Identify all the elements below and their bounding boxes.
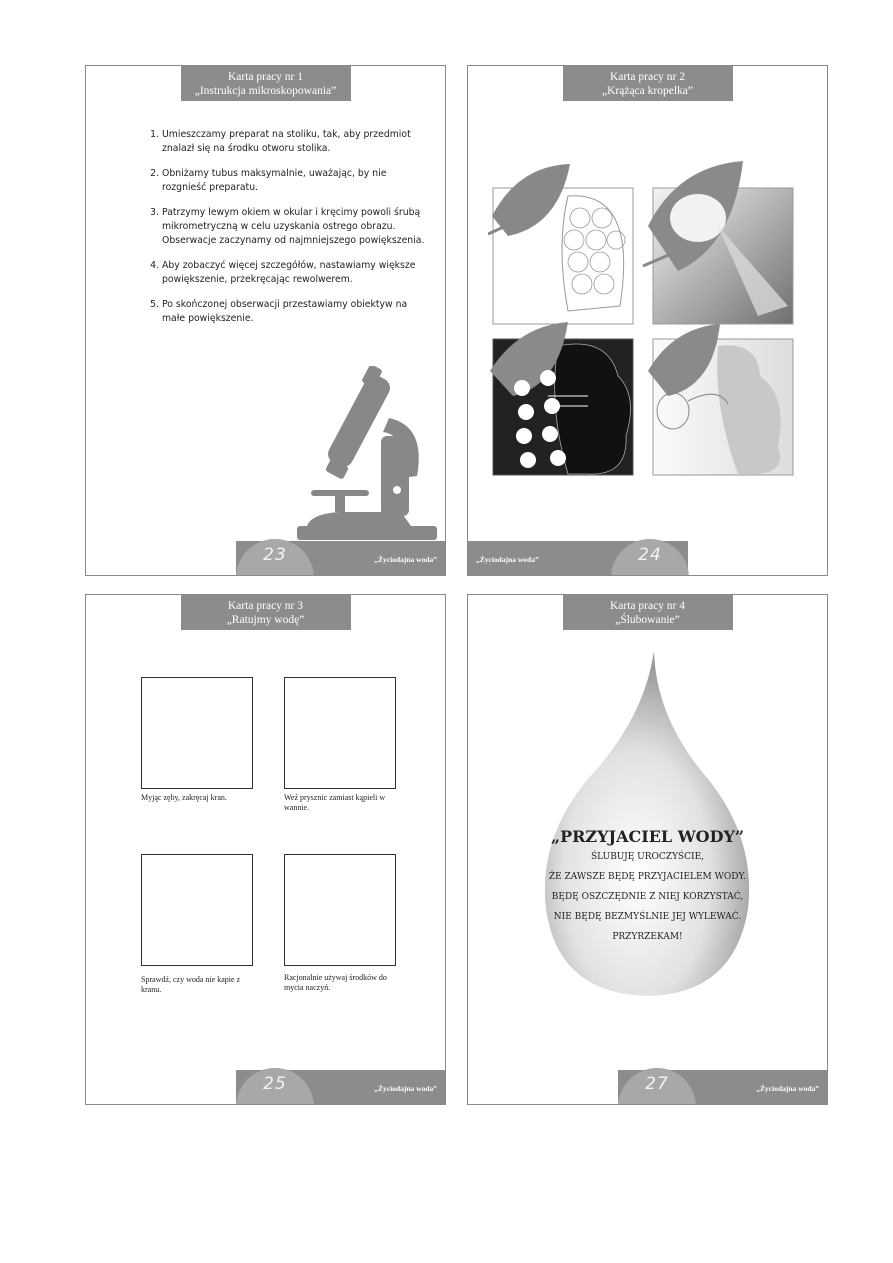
page-number: 23 [263,545,287,565]
card-title: Karta pracy nr 1 [227,71,304,83]
card-header [563,595,733,630]
instruction-list [146,128,432,337]
drawing-box [284,677,396,789]
footer-brand: „Życiodajna woda” [374,555,437,564]
card-footer [468,541,827,575]
instruction-step: 4. Aby zobaczyć więcej szczegółów, nastawiamy większe powiększenie, przekręcając rewolwerem. [162,259,432,287]
card-title: Karta pracy nr 2 [609,71,686,83]
oath-text [468,847,827,947]
card-subtitle: „Ślubowanie” [615,614,680,626]
tip-caption: Myjąc zęby, zakręcaj kran. [141,793,227,802]
oath-line: BĘDĘ OSZCZĘDNIE Z NIEJ KORZYSTAĆ, [551,892,744,902]
card-title: Karta pracy nr 3 [227,600,304,612]
footer-brand: „Życiodajna woda” [756,1084,819,1093]
worksheet-card-2 [467,65,828,576]
oath-line: ŻE ZAWSZE BĘDĘ PRZYJACIELEM WODY. [548,872,747,882]
worksheet-card-3 [85,594,446,1105]
card-title: Karta pracy nr 4 [609,600,686,612]
card-subtitle: „Ratujmy wodę” [226,614,305,626]
tip-caption: Weź prysznic zamiast kąpieli w wannie. [284,793,386,812]
footer-brand: „Życiodajna woda” [476,555,539,564]
oath-line: PRZYRZEKAM! [612,932,683,942]
instruction-step: 3. Patrzymy lewym okiem w okular i kręcimy powoli śrubą mikrometryczną w celu uzyskania ostrego obrazu. Obserwacje zaczynamy od najmniejszego powiększenia. [162,206,432,248]
worksheet-card-4 [467,594,828,1105]
card-footer [86,1070,445,1104]
drawing-box [284,854,396,966]
footer-brand: „Życiodajna woda” [374,1084,437,1093]
drawing-box [141,677,253,789]
oath-line: ŚLUBUJĘ UROCZYŚCIE, [590,852,705,862]
card-footer [468,1070,827,1104]
card-header [181,66,351,101]
oath-line: NIE BĘDĘ BEZMYŚLNIE JEJ WYLEWAĆ. [553,912,742,922]
water-cycle-illustration [488,156,798,486]
drawing-box [141,854,253,966]
card-header [563,66,733,101]
page-number: 24 [638,545,662,565]
page-number: 27 [645,1074,669,1094]
oath-heading: „PRZYJACIEL WODY” [550,827,745,846]
card-subtitle: „Instrukcja mikroskopowania” [194,85,337,97]
worksheet-card-1 [85,65,446,576]
microscope-icon [291,366,441,541]
card-subtitle: „Krążąca kropelka” [602,85,693,97]
instruction-step: 2. Obniżamy tubus maksymalnie, uważając, by nie rozgnieść preparatu. [162,167,432,195]
card-footer [86,541,445,575]
page-number: 25 [263,1074,287,1094]
instruction-step: 5. Po skończonej obserwacji przestawiamy obiektyw na małe powiększenie. [162,298,432,326]
tip-caption: Racjonalnie używaj środków do mycia naczyń. [284,973,387,992]
card-header [181,595,351,630]
tip-caption: Sprawdź, czy woda nie kapie z kranu. [141,975,241,994]
instruction-step: 1. Umieszczamy preparat na stoliku, tak, aby przedmiot znalazł się na środku otworu stolika. [162,128,432,156]
